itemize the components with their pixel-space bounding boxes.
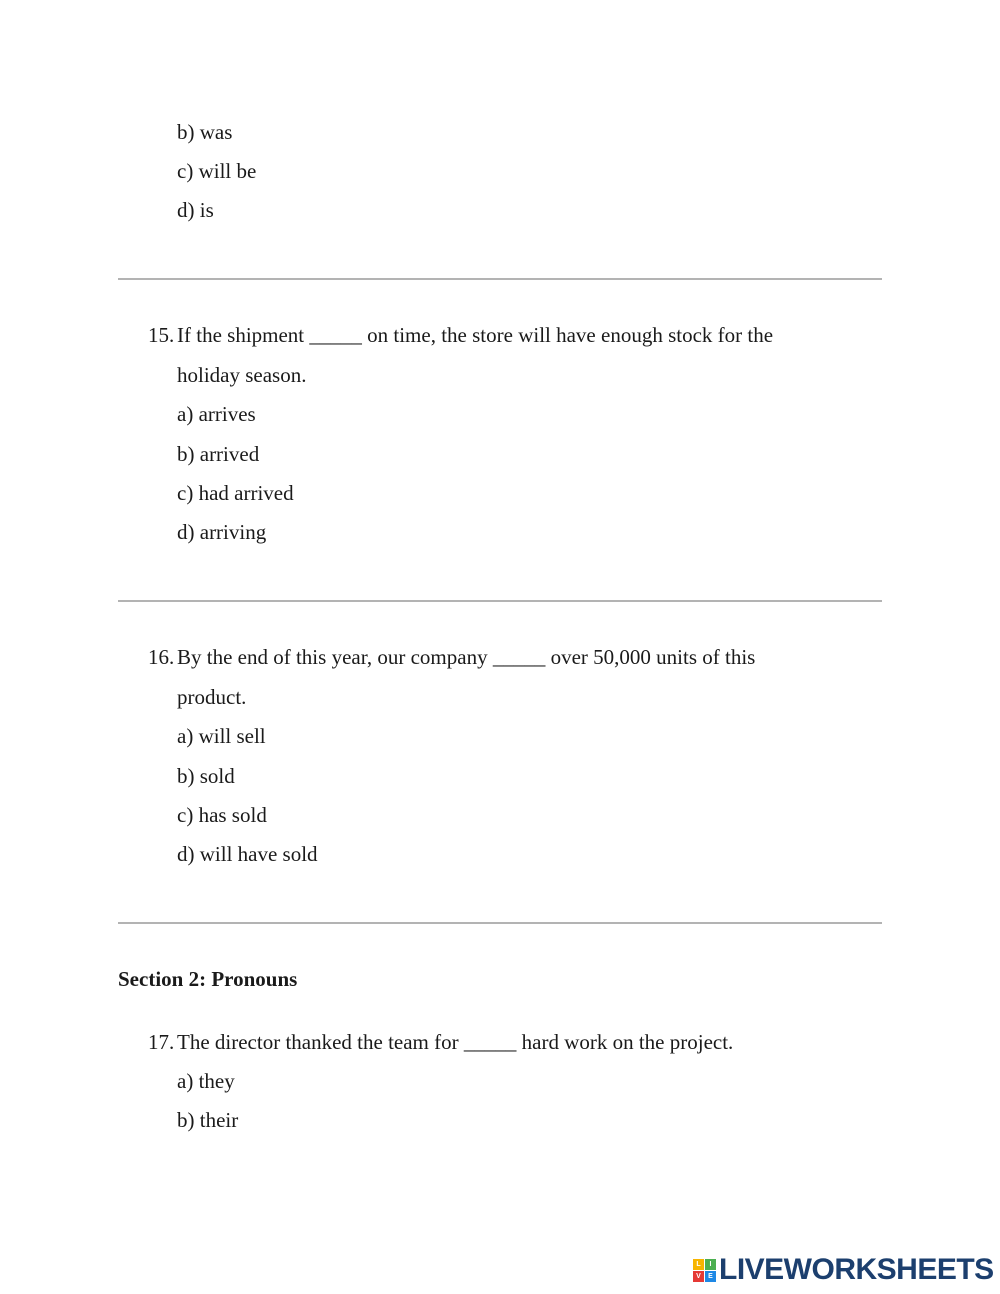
option-b: b) arrived: [177, 442, 260, 466]
divider: [118, 922, 882, 924]
option-c: c) will be: [177, 159, 257, 183]
question-17-text: The director thanked the team for _____ hard work on the project.: [177, 1030, 734, 1054]
option-d: d) will have sold: [177, 842, 318, 866]
divider: [118, 600, 882, 602]
logo-text: LIVEWORKSHEETS: [719, 1253, 994, 1286]
logo-block: I: [705, 1259, 716, 1270]
option-d: d) arriving: [177, 520, 267, 544]
question-16-text: By the end of this year, our company _____ over 50,000 units of this: [177, 645, 756, 669]
option-b: b) their: [177, 1108, 239, 1132]
question-16-number: 16.: [148, 645, 175, 669]
option-b: b) was: [177, 120, 233, 144]
logo-block: E: [705, 1271, 716, 1282]
question-17-number: 17.: [148, 1030, 175, 1054]
divider: [118, 278, 882, 280]
question-16-text-cont: product.: [177, 685, 247, 709]
option-a: a) they: [177, 1069, 235, 1093]
option-a: a) will sell: [177, 724, 266, 748]
option-c: c) has sold: [177, 803, 267, 827]
logo-icon: [693, 1259, 716, 1282]
liveworksheets-logo: [693, 1255, 994, 1285]
question-15-text: If the shipment _____ on time, the store will have enough stock for the: [177, 323, 774, 347]
option-d: d) is: [177, 198, 214, 222]
option-c: c) had arrived: [177, 481, 294, 505]
logo-block: L: [693, 1259, 704, 1270]
logo-block: V: [693, 1271, 704, 1282]
section-heading: Section 2: Pronouns: [118, 967, 298, 991]
option-a: a) arrives: [177, 402, 256, 426]
option-b: b) sold: [177, 764, 235, 788]
question-15-text-cont: holiday season.: [177, 363, 307, 387]
question-15-number: 15.: [148, 323, 175, 347]
